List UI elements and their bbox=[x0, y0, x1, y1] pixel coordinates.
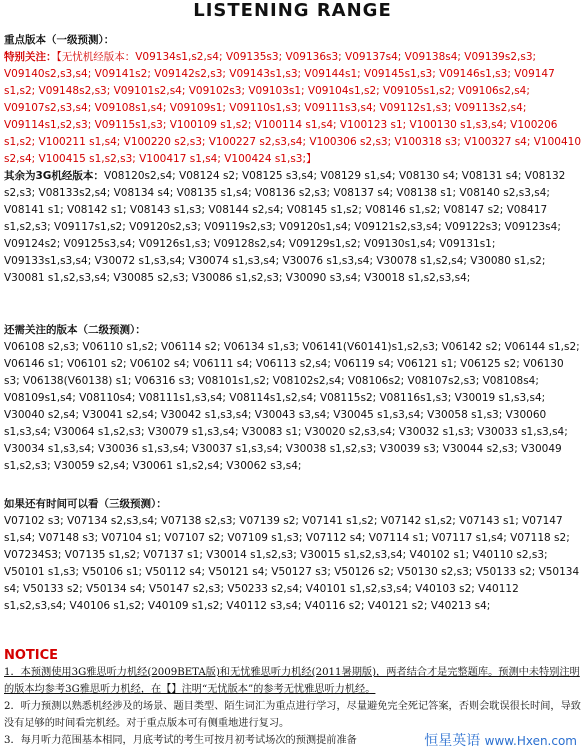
notice-item-2: 2．听力预测以熟悉机经涉及的场景、题目类型、陌生词汇为重点进行学习，尽量避免完全死记答案，否则会耽误很长时间，导致没有足够的时间看完机经。对于重点版本可有侧重地进行复习。 bbox=[4, 701, 581, 729]
section-heading-2: 还需关注的版本（二级预测）： bbox=[4, 324, 146, 336]
notice-title: NOTICE bbox=[4, 648, 59, 663]
section-2-list: V06108 s2,s3; V06110 s1,s2; V06114 s2; V06134 s1,s3; V06141(V60141)s1,s2,s3; V06142 s2; V06144 s1,s2; V06146 s1; V06101 s2; V06102 s4; V06111 s4; V06113 s2,s4; V06119 s4; V06121 s1; V06125 s2; V06130 s3; V06138(V60138) s1; V06316 s3; V08101s1,s2; V08102s2,s4; V08106s2; V08107s2,s3; V08108s4; V08109s1,s4; V08110s4; V08111s1,s3,s4; V08114s1,s2,s4; V08115s2; V08116s1,s3; V30019 s1,s3,s4; V30040 s2,s4; V30041 s2,s4; V30042 s1,s3,s4; V30043 s3,s4; V30045 s1,s3,s4; V30058 s1,s3; V30060 s1,s3,s4; V30064 s1,s2,s3; V30079 s1,s3,s4; V30083 s1; V30020 s2,s3,s4; V30032 s1,s3; V30033 s1,s3,s4; V30034 s1,s3,s4; V30036 s1,s3,s4; V30037 s1,s3,s4; V30038 s1,s2,s3; V30039 s3; V30044 s2,s3; V30049 s1,s2,s3; V30059 s2,s4; V30061 s1,s2,s4; V30062 s3,s4; bbox=[4, 341, 580, 472]
section-heading-1: 重点版本（一级预测）： bbox=[4, 34, 115, 46]
special-attention-paragraph bbox=[4, 49, 582, 168]
notice-item-1 bbox=[4, 664, 582, 698]
section-level-3 bbox=[4, 496, 582, 615]
watermark-url: www.Hxen.com bbox=[484, 734, 577, 748]
watermark-brand: 恒星英语 bbox=[424, 733, 481, 749]
other-versions-list: V08120s2,s4; V08124 s2; V08125 s3,s4; V08129 s1,s4; V08130 s4; V08131 s4; V08132 s2,s3; V08133s2,s4; V08134 s4; V08135 s1,s4; V08136 s2,s3; V08137 s4; V08138 s1; V08140 s2,s3,s4; V08141 s1; V08142 s1; V08143 s1,s3; V08144 s2,s4; V08145 s1,s2; V08146 s1,s2; V08147 s2; V08417 s1,s2,s3; V09117s1,s2; V09120s2,s3; V09119s2,s3; V09120s1,s4; V09121s2,s3,s4; V09122s3; V09123s4; V09124s2; V09125s3,s4; V09126s1,s3; V09128s2,s4; V09129s1,s2; V09130s1,s4; V09131s1; V09133s1,s3,s4; V30072 s1,s3,s4; V30074 s1,s3,s4; V30076 s1,s3,s4; V30078 s1,s2,s4; V30080 s1,s2; V30081 s1,s2,s3,s4; V30085 s2,s3; V30086 s1,s2,s3; V30090 s3,s4; V30018 s1,s2,s3,s4; bbox=[4, 170, 566, 284]
section-heading-3: 如果还有时间可以看（三级预测）： bbox=[4, 498, 167, 510]
notice-item-1-text: 1．本预测使用3G雅思听力机经(2009BETA版)和无忧雅思听力机经(2011暑期版)，两者结合才是完整题库。预测中未特别注明的版本均参考3G雅思听力机经，在【】注明“无忧版本”的参考无忧雅思听力机经。 bbox=[4, 667, 580, 695]
special-attention-list: 【无忧机经版本：V09134s1,s2,s4; V09135s3; V09136s3; V09137s4; V09138s4; V09139s2,s3; V09140s2,s3,s4; V09141s2; V09142s2,s3; V09143s1,s3; V09144s1; V09145s1,s3; V09146s1,s3; V09147 s1,s2; V09148s2,s3; V09101s2,s4; V09102s3; V09103s1; V09104s1,s2; V09105s1,s2; V09106s2,s4; V09107s2,s3,s4; V09108s1,s4; V09109s1; V09110s1,s3; V09111s3,s4; V09112s1,s3; V09113s2,s4; V09114s1,s2,s3; V09115s1,s3; V100109 s1,s2; V100114 s1,s4; V100123 s1; V100130 s1,s3,s4; V100206 s1,s2; V100211 s1,s4; V100220 s2,s3; V100227 s2,s3,s4; V100306 s2,s3; V100318 s3; V100327 s4; V100410 s2,s4; V100415 s1,s2,s3; V100417 s1,s4; V100424 s1,s3;】 bbox=[4, 51, 581, 165]
section-level-1 bbox=[4, 32, 582, 287]
section-level-2 bbox=[4, 322, 582, 475]
page-title: LISTENING RANGE bbox=[193, 0, 392, 21]
section-3-list: V07102 s3; V07134 s2,s3,s4; V07138 s2,s3; V07139 s2; V07141 s1,s2; V07142 s1,s2; V07143 s1; V07147 s1,s4; V07148 s3; V07104 s1; V07107 s2; V07109 s1,s3; V07112 s4; V07114 s1; V07117 s1,s4; V07118 s2; V07234S3; V07135 s1,s2; V07137 s1; V30014 s1,s2,s3; V30015 s1,s2,s3,s4; V40102 s1; V40110 s2,s3; V50101 s1,s3; V50106 s1; V50112 s4; V50121 s4; V50127 s3; V50126 s2; V50130 s2,s3; V50133 s2; V50134 s4; V50133 s2; V50134 s4; V50147 s2,s3; V50233 s2,s4; V40101 s1,s2,s3,s4; V40103 s2; V40112 s1,s2,s3,s4; V40106 s1,s2; V40109 s1,s2; V40112 s3,s4; V40116 s2; V40121 s2; V40213 s4; bbox=[4, 515, 580, 612]
watermark bbox=[422, 733, 579, 749]
other-versions-label: 其余为3G机经版本： bbox=[4, 170, 104, 182]
notice-item-3: 3．每月听力范围基本相同，月底考试的考生可按月初考试场次的预测提前准备 bbox=[4, 735, 357, 746]
other-versions-paragraph bbox=[4, 168, 582, 287]
special-attention-label: 特别关注： bbox=[4, 51, 57, 63]
